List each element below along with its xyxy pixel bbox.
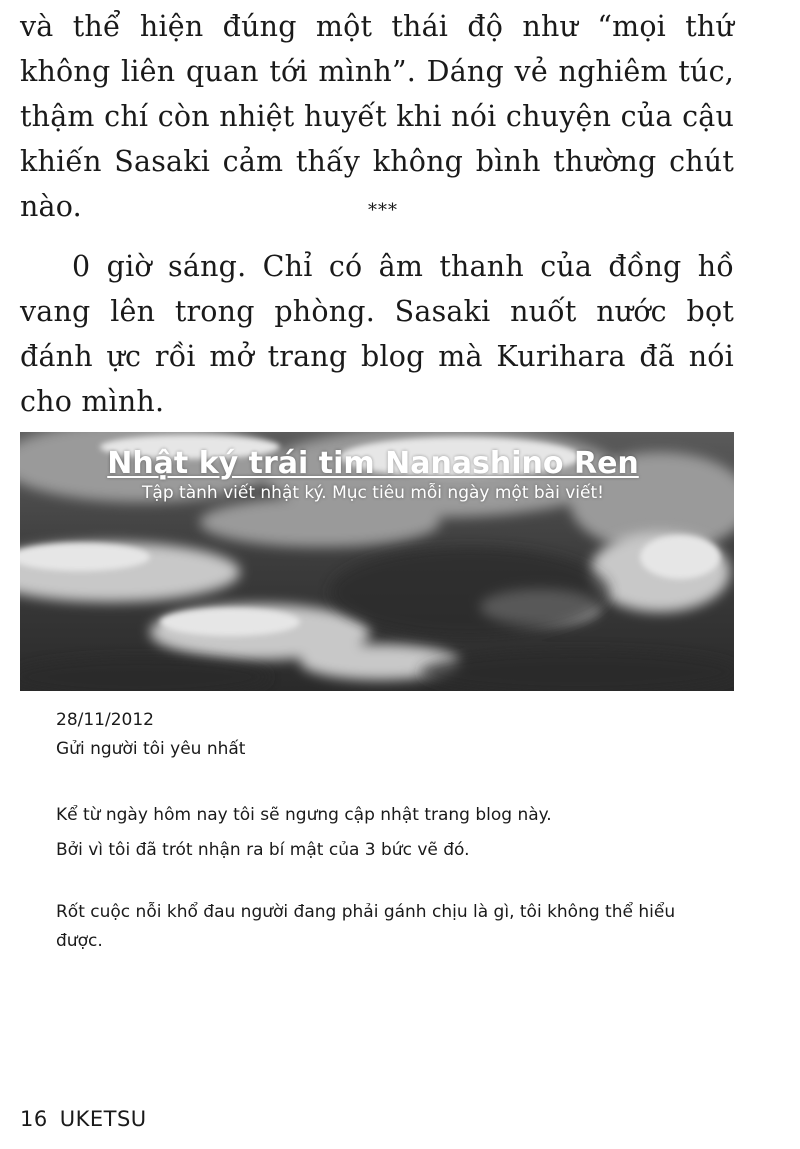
post-body-line-1: Kể từ ngày hôm nay tôi sẽ ngưng cập nhật trang blog này. [56,805,552,825]
scene-break-asterisks: *** [368,200,398,221]
blog-title: Nhật ký trái tim Nanashino Ren [107,446,639,481]
post-body-paragraph-2: Rốt cuộc nỗi khổ đau người đang phải gánh chịu là gì, tôi không thể hiểu được. [56,902,676,951]
post-body-line-2: Bởi vì tôi đã trót nhận ra bí mật của 3 bức vẽ đó. [56,840,470,860]
post-salutation: Gửi người tôi yêu nhất [56,739,246,759]
page-footer [20,1107,147,1131]
post-date: 28/11/2012 [56,710,154,730]
page-number: 16 [20,1107,48,1131]
author-name: UKETSU [59,1107,147,1131]
blog-subtitle: Tập tành viết nhật ký. Mục tiêu mỗi ngày một bài viết! [142,483,604,503]
story-paragraph-2: 0 giờ sáng. Chỉ có âm thanh của đồng hồ vang lên trong phòng. Sasaki nuốt nước bọt đánh ực rồi mở trang blog mà Kurihara đã nói cho mình. [20,250,734,418]
story-paragraph-1: và thể hiện đúng một thái độ như “mọi thứ không liên quan tới mình”. Dáng vẻ nghiêm túc, thậm chí còn nhiệt huyết khi nói chuyện của cậu khiến Sasaki cảm thấy không bình thường chút nào. [20,10,734,223]
